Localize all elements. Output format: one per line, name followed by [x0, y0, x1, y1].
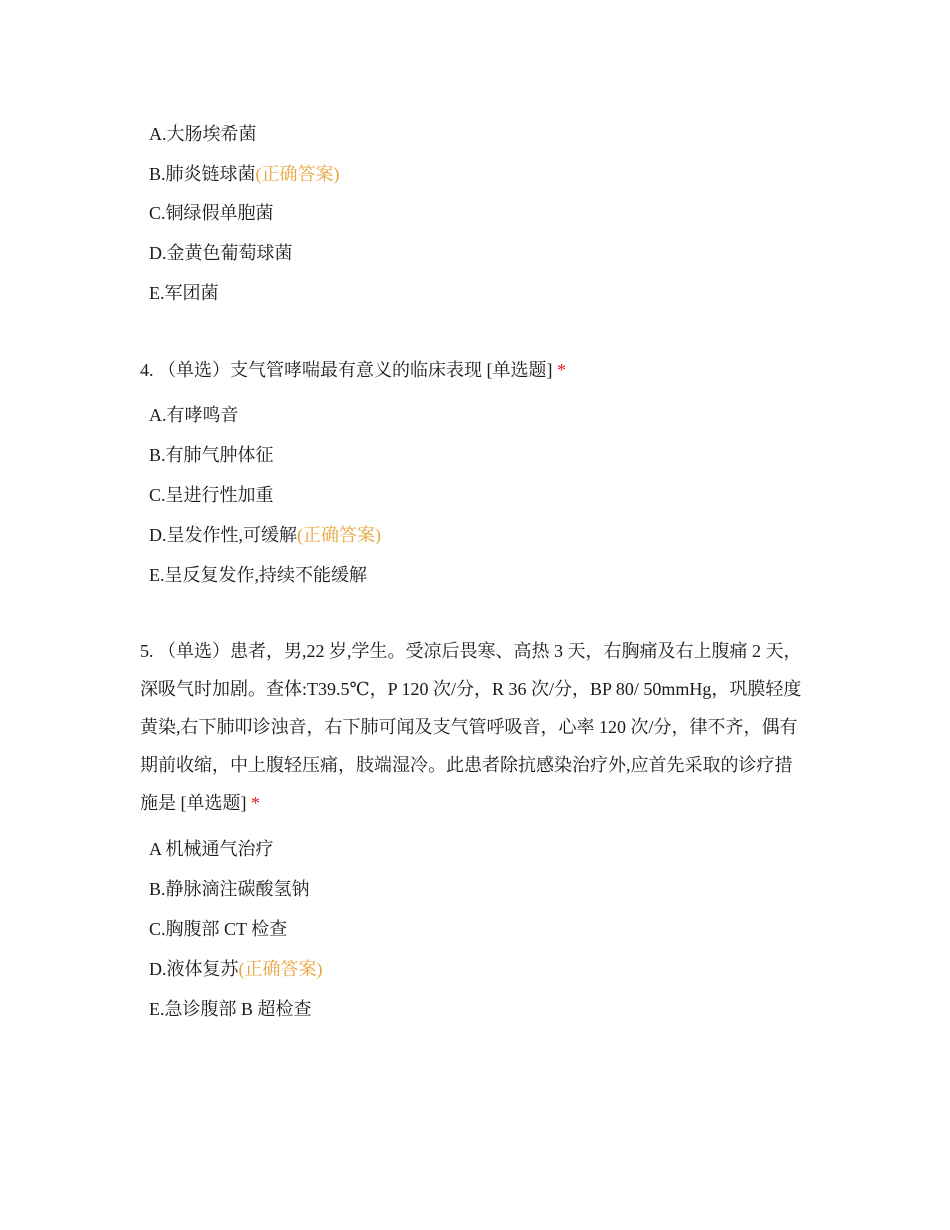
- q5-option-d: [149, 956, 323, 982]
- option-label: E.呈反复发作,持续不能缓解: [149, 565, 367, 585]
- q4-option-a: [149, 402, 239, 428]
- q3-option-b: [149, 161, 340, 187]
- option-label: A.有哮鸣音: [149, 405, 239, 425]
- option-label: C.铜绿假单胞菌: [149, 203, 274, 223]
- question-text: 5. （单选）患者，男,22 岁,学生。受凉后畏寒、高热 3 天，右胸痛及右上腹痛 2 天，深吸气时加剧。查体:T39.5℃，P 120 次/分，R 36 次/分，BP 80/ 50mmHg，巩膜轻度黄染,右下肺叩诊浊音，右下肺可闻及支气管呼吸音，心率 120 次/分，律不齐，偶有期前收缩，中上腹轻压痛，肢端湿冷。此患者除抗感染治疗外,应首先采取的诊疗措施是 [单选题]: [140, 641, 802, 813]
- q3-option-d: [149, 240, 293, 266]
- q5-option-e: [149, 996, 312, 1022]
- required-marker: *: [557, 360, 566, 380]
- option-label: B.有肺气肿体征: [149, 445, 274, 465]
- q4-option-e: [149, 562, 367, 588]
- required-marker: *: [251, 793, 260, 813]
- option-label: D.呈发作性,可缓解: [149, 525, 297, 545]
- correct-answer-marker: (正确答案): [238, 959, 323, 979]
- question-4: [140, 351, 810, 389]
- correct-answer-marker: (正确答案): [297, 525, 381, 545]
- option-label: A 机械通气治疗: [149, 839, 274, 859]
- option-label: C.呈进行性加重: [149, 485, 274, 505]
- option-label: D.金黄色葡萄球菌: [149, 243, 293, 263]
- q5-option-a: [149, 836, 274, 862]
- option-label: D.液体复苏: [149, 959, 239, 979]
- question-5: [140, 632, 810, 822]
- q3-option-c: [149, 200, 274, 226]
- q3-option-e: [149, 280, 219, 306]
- correct-answer-marker: (正确答案): [255, 164, 340, 184]
- q3-option-a: [149, 121, 257, 147]
- q5-option-b: [149, 876, 310, 902]
- option-label: E.急诊腹部 B 超检查: [149, 999, 312, 1019]
- option-label: E.军团菌: [149, 283, 219, 303]
- question-text: 4. （单选）支气管哮喘最有意义的临床表现 [单选题]: [140, 360, 553, 380]
- q4-option-b: [149, 442, 274, 468]
- q5-option-c: [149, 916, 287, 942]
- option-label: B.肺炎链球菌: [149, 164, 256, 184]
- option-label: B.静脉滴注碳酸氢钠: [149, 879, 310, 899]
- q4-option-d: [149, 522, 381, 548]
- option-label: A.大肠埃希菌: [149, 124, 257, 144]
- option-label: C.胸腹部 CT 检查: [149, 919, 288, 939]
- q4-option-c: [149, 482, 274, 508]
